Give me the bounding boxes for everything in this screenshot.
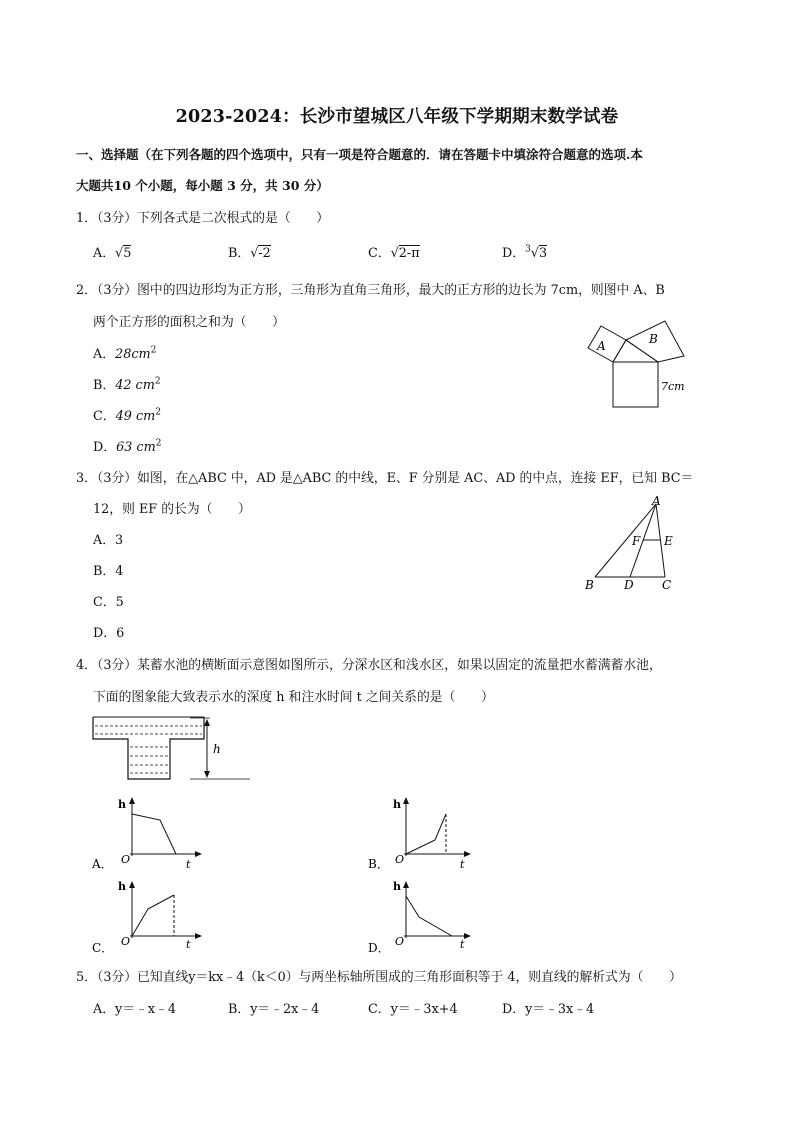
q4-option-c-graph <box>90 876 210 954</box>
option-letter: A． <box>93 246 116 261</box>
q5-option-a <box>93 998 176 1017</box>
q3-number: 3． <box>76 471 97 486</box>
q4-stem-line1 <box>76 654 662 673</box>
q1-number: 1． <box>76 211 97 226</box>
option-letter: D． <box>502 1002 526 1017</box>
label-d: D <box>624 578 634 592</box>
option-letter: C． <box>92 941 114 955</box>
option-letter: B． <box>93 378 116 393</box>
graph-line <box>132 814 176 854</box>
option-letter: C． <box>368 246 391 261</box>
q1-text: 下列各式是二次根式的是（ ） <box>137 211 330 226</box>
q4-option-b-graph <box>366 792 486 870</box>
option-exponent: 2 <box>155 438 162 449</box>
q2-number: 2． <box>76 283 97 298</box>
x-label: t <box>186 858 191 871</box>
q4-score: （3分） <box>96 658 138 673</box>
y-label: h <box>118 880 126 893</box>
y-label: h <box>393 880 401 893</box>
option-value: y＝﹣2x﹣4 <box>250 1002 320 1017</box>
big-square <box>613 362 658 407</box>
option-value: 5 <box>115 595 124 610</box>
origin-label: O <box>121 853 131 866</box>
x-arrow <box>464 933 471 939</box>
option-value: 3 <box>115 533 124 548</box>
sqrt-symbol: √ <box>250 246 259 261</box>
option-exponent: 2 <box>155 407 161 418</box>
option-letter: A． <box>92 857 113 871</box>
option-exponent: 2 <box>150 345 157 356</box>
radicand: 5 <box>123 246 132 261</box>
option-value: 42 cm <box>115 378 155 393</box>
label-c: C <box>662 578 672 592</box>
q5-score: （3分） <box>96 970 138 985</box>
option-letter: D． <box>93 626 117 641</box>
pool-h-label: h <box>213 742 221 756</box>
y-arrow <box>129 797 135 804</box>
origin-label: O <box>395 853 405 866</box>
label-f: F <box>632 534 641 548</box>
q2-option-d <box>93 436 161 455</box>
section-header-line2: 大题共10 个小题，每小题 3 分，共 30 分） <box>76 178 329 193</box>
q5-option-d <box>502 998 594 1017</box>
q2-figure <box>585 320 695 412</box>
q2-score: （3分） <box>96 283 138 298</box>
q1-score: （3分） <box>96 211 138 226</box>
y-arrow <box>403 797 409 804</box>
q3-figure <box>580 492 690 594</box>
q2-option-a <box>93 343 156 362</box>
q4-number: 4． <box>76 658 97 673</box>
q4-option-d-graph <box>366 876 486 954</box>
y-arrow <box>129 881 135 888</box>
option-letter: A． <box>93 533 116 548</box>
label-b: B <box>585 578 594 592</box>
graph-line <box>406 814 446 854</box>
q3-option-a <box>93 529 123 548</box>
origin-label: O <box>395 935 405 948</box>
y-arrow <box>403 881 409 888</box>
sqrt-symbol: √ <box>115 246 124 261</box>
option-letter: B． <box>228 1002 251 1017</box>
q2-option-b <box>93 374 161 393</box>
q2-option-c <box>93 405 161 424</box>
sqrt-symbol: √ <box>390 246 399 261</box>
sqrt-symbol: √ <box>530 246 539 261</box>
y-label: h <box>118 798 126 811</box>
square-a <box>588 326 626 362</box>
option-value: y＝﹣3x﹣4 <box>525 1002 595 1017</box>
arrow-head <box>204 771 210 778</box>
triangle-leg <box>613 340 626 362</box>
label-a: A <box>652 494 661 508</box>
label-b: B <box>649 332 658 346</box>
q1-option-b <box>228 242 271 261</box>
option-value: 49 cm <box>115 409 156 424</box>
q5-option-c <box>368 998 458 1017</box>
x-label: t <box>460 938 465 951</box>
x-label: t <box>186 938 191 951</box>
option-value: y＝﹣3x+4 <box>390 1002 458 1017</box>
option-letter: C． <box>93 409 116 424</box>
x-label: t <box>460 858 465 871</box>
q2-stem-line2: 两个正方形的面积之和为（ ） <box>93 315 285 330</box>
arrow-head <box>204 719 210 726</box>
q2-stem-line1 <box>76 279 665 298</box>
q4-text: 某蓄水池的横断面示意图如图所示，分深水区和浅水区，如果以固定的流量把水蓄满蓄水池， <box>137 658 662 673</box>
q3-score: （3分） <box>96 471 138 486</box>
q1-option-c <box>368 242 420 261</box>
radicand: 3 <box>538 246 548 261</box>
x-arrow <box>464 851 471 857</box>
q5-text: 已知直线y＝kx﹣4（k＜0）与两坐标轴所围成的三角形面积等于 4，则直线的解析式为（ ） <box>137 970 682 985</box>
q3-stem-line2: 12，则 EF 的长为（ ） <box>93 502 251 517</box>
option-letter: B． <box>368 857 389 871</box>
q2-text: 图中的四边形均为正方形，三角形为直角三角形，最大的正方形的边长为 7cm，则图中 A、B <box>137 283 665 298</box>
q5-option-b <box>228 998 319 1017</box>
option-letter: B． <box>228 246 251 261</box>
graph-line <box>132 895 174 936</box>
radicand: -2 <box>258 246 271 261</box>
page-title: 2023-2024：长沙市望城区八年级下学期期末数学试卷 <box>175 107 619 127</box>
option-letter: D． <box>93 440 117 455</box>
option-letter: A． <box>93 347 116 362</box>
q5-stem <box>76 966 682 985</box>
q4-stem-line2: 下面的图象能大致表示水的深度 h 和注水时间 t 之间关系的是（ ） <box>93 690 494 705</box>
q3-option-c <box>93 591 124 610</box>
option-letter: D． <box>368 941 390 955</box>
q1-stem <box>76 207 329 226</box>
option-letter: B． <box>93 564 116 579</box>
q3-option-d <box>93 622 124 641</box>
x-arrow <box>195 933 202 939</box>
y-label: h <box>393 798 401 811</box>
option-letter: A． <box>93 1002 116 1017</box>
q4-option-a-graph <box>90 792 210 870</box>
option-value: 63 cm <box>116 440 156 455</box>
q3-text: 如图，在△ABC 中，AD 是△ABC 的中线，E、F 分别是 AC、AD 的中点，连接 EF，已知 BC＝ <box>137 471 694 486</box>
option-exponent: 2 <box>154 376 161 387</box>
x-arrow <box>195 851 202 857</box>
graph-line <box>406 896 452 936</box>
section-header-line1: 一、选择题（在下列各题的四个选项中，只有一项是符合题意的．请在答题卡中填涂符合题意的选项.本 <box>76 147 643 162</box>
q1-option-a <box>93 242 131 261</box>
q1-option-d <box>502 242 547 261</box>
option-value: y＝﹣x﹣4 <box>115 1002 177 1017</box>
option-letter: C． <box>368 1002 391 1017</box>
label-a: A <box>597 339 606 353</box>
option-value: 6 <box>116 626 125 641</box>
label-e: E <box>664 534 673 548</box>
option-letter: C． <box>93 595 116 610</box>
q3-stem-line1 <box>76 467 693 486</box>
label-side: 7cm <box>661 380 685 393</box>
origin-label: O <box>121 935 131 948</box>
q4-pool-figure <box>90 716 260 786</box>
option-value: 28cm <box>115 347 151 362</box>
root-index: 3 <box>525 244 531 255</box>
q5-number: 5． <box>76 970 97 985</box>
option-value: 4 <box>115 564 124 579</box>
radicand: 2-π <box>398 246 420 261</box>
option-letter: D． <box>502 246 526 261</box>
q3-option-b <box>93 560 123 579</box>
